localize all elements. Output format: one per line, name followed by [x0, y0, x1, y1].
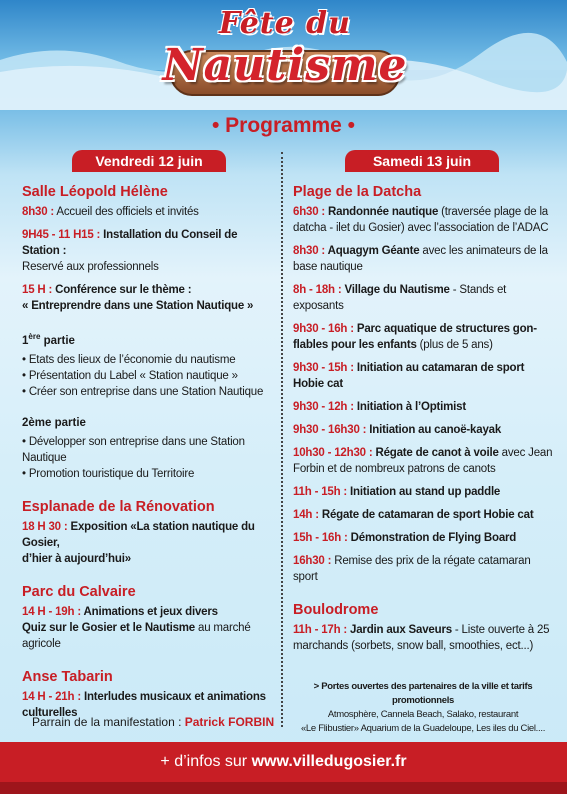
list-item: • Etats des lieux de l’économie du nautisme	[22, 353, 236, 366]
schedule-item: 8h30 : Aquagym Géante avec les animateurs de la base nautique	[293, 245, 548, 273]
item-time: 15 H :	[22, 284, 53, 296]
footer-strip	[0, 782, 567, 794]
patron-label: Parrain de la manifestation :	[32, 715, 185, 729]
section-title: Boulodrome	[293, 602, 379, 618]
item-text: Installation du Conseil de Station :	[22, 229, 238, 257]
schedule-item	[22, 519, 276, 567]
schedule-item	[22, 227, 276, 275]
tab-saturday: Samedi 13 juin	[345, 150, 499, 172]
bullet-list	[22, 352, 276, 400]
item-time: 14 H - 21h :	[22, 690, 81, 703]
item-time: 18 H 30 :	[22, 520, 68, 533]
item-text: Accueil des officiels et invités	[54, 206, 199, 218]
item-text: Animations et jeux divers	[80, 605, 218, 618]
item-time: 8h30 :	[22, 206, 55, 218]
schedule-item: 6h30 : Randonnée nautique (traversée plage de la datcha - ilet du Gosier) avec l’association de l’ADAC	[293, 206, 549, 234]
schedule-item: 14h : Régate de catamaran de sport Hobie cat	[293, 509, 534, 521]
item-text: d’hier à aujourd’hui»	[22, 552, 131, 565]
section-title: Parc du Calvaire	[22, 583, 136, 600]
item-text: « Entreprendre dans une Station Nautique »	[22, 300, 254, 312]
item-text: Interludes musicaux et animations	[80, 690, 266, 703]
part-heading: 2ème partie	[22, 416, 86, 429]
open-doors-note	[288, 680, 558, 736]
item-text: au marché agricole	[22, 621, 251, 650]
saturday-column	[293, 182, 555, 661]
note-line: Atmosphère, Cannela Beach, Salako, restaurant	[327, 709, 519, 720]
title-top-text: Fête du	[219, 6, 351, 41]
schedule-item: 10h30 - 12h30 : Régate de canot à voile avec Jean Forbin et de nombreux patrons de canots	[293, 447, 553, 475]
website-link[interactable]: www.villedugosier.fr	[251, 753, 407, 770]
event-title-logo	[150, 6, 420, 104]
tab-friday: Vendredi 12 juin	[72, 150, 226, 172]
footer-prefix: + d’infos sur	[160, 753, 252, 770]
item-text: Conférence sur le thème :	[52, 284, 192, 296]
schedule-item: 11h - 15h : Initiation au stand up paddle	[293, 486, 501, 498]
item-text: Exposition «La station nautique du Gosier,	[22, 520, 255, 549]
list-item: • Créer son entreprise dans une Station Nautique	[22, 385, 264, 398]
item-text: culturelles	[22, 706, 78, 719]
note-line: > Portes ouvertes des partenaires de la ville et tarifs promotionnels	[313, 681, 533, 706]
schedule-item: 9h30 - 16h : Parc aquatique de structures gon-flables pour les enfants (plus de 5 ans)	[293, 323, 537, 351]
item-time: 9H45 - 11 H15 :	[22, 229, 101, 241]
friday-column	[22, 182, 276, 728]
schedule-item: 8h - 18h : Village du Nautisme - Stands et exposants	[293, 284, 507, 312]
patron-line	[32, 715, 274, 729]
part-heading: 1ère partie	[22, 332, 75, 347]
title-main-text: Nautisme	[162, 40, 408, 91]
note-line: «Le Flibustier» Aquarium de la Guadeloupe, Les iles du Ciel....	[300, 723, 546, 734]
schedule-item: 11h - 17h : Jardin aux Saveurs - Liste ouverte à 25 marchands (sorbets, snow ball, smoothies, ect...)	[293, 624, 550, 652]
schedule-item: 16h30 : Remise des prix de la régate catamaran sport	[293, 555, 531, 583]
bullet-list	[22, 434, 276, 482]
schedule-item	[22, 282, 276, 314]
item-text: Quiz sur le Gosier et le Nautisme	[22, 621, 195, 634]
schedule-item: 9h30 - 12h : Initiation à l’Optimist	[293, 401, 466, 413]
schedule-item: 15h - 16h : Démonstration de Flying Board	[293, 532, 517, 544]
schedule-item	[22, 204, 276, 220]
list-item: • Promotion touristique du Territoire	[22, 467, 195, 480]
patron-name: Patrick FORBIN	[184, 715, 275, 729]
item-text: Reservé aux professionnels	[22, 261, 159, 273]
programme-heading: • Programme •	[211, 114, 356, 137]
column-divider	[281, 152, 283, 727]
section-title: Esplanade de la Rénovation	[22, 498, 215, 515]
section-title: Plage de la Datcha	[293, 184, 422, 200]
list-item: • Développer son entreprise dans une Station Nautique	[22, 435, 245, 464]
schedule-item	[22, 604, 276, 652]
section-title: Anse Tabarin	[22, 668, 113, 685]
list-item: • Présentation du Label « Station nautique »	[22, 369, 238, 382]
item-time: 14 H - 19h :	[22, 605, 81, 618]
section-title: Salle Léopold Hélène	[22, 184, 168, 200]
schedule-item: 9h30 - 16h30 : Initiation au canoë-kayak	[293, 424, 502, 436]
schedule-item: 9h30 - 15h : Initiation au catamaran de sport Hobie cat	[293, 362, 525, 390]
